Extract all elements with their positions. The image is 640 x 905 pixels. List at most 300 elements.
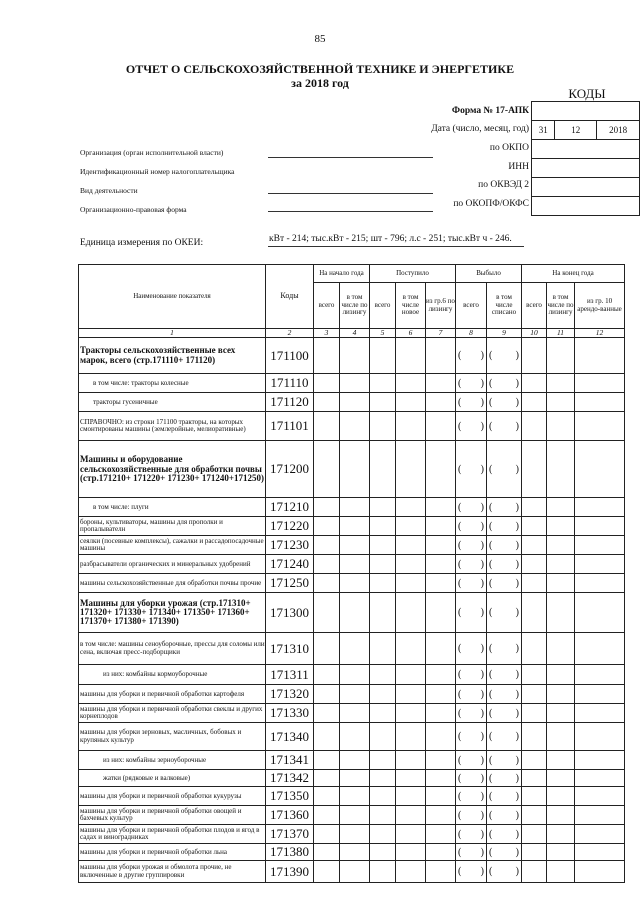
value-cell-col-12[interactable] xyxy=(575,861,625,883)
value-cell-col-12[interactable] xyxy=(575,806,625,825)
value-cell-col-5[interactable] xyxy=(370,806,396,825)
parenthesis-field: ( ) xyxy=(458,377,484,389)
value-cell-col-10[interactable] xyxy=(522,574,547,593)
value-cell-col-3[interactable] xyxy=(314,787,340,806)
value-cell-col-5[interactable] xyxy=(370,685,396,704)
value-cell-col-9[interactable] xyxy=(487,787,522,806)
value-cell-col-5[interactable] xyxy=(370,374,396,393)
parenthesis-field: ( ) xyxy=(489,643,520,655)
value-cell-col-4[interactable] xyxy=(340,723,370,751)
legal-form-label: Организационно-правовая форма xyxy=(80,205,187,214)
value-cell-col-11[interactable] xyxy=(547,536,575,555)
value-cell-col-7[interactable] xyxy=(426,374,456,393)
value-cell-col-10[interactable] xyxy=(522,633,547,665)
parenthesis-field: ( ) xyxy=(489,607,520,619)
value-cell-col-9[interactable] xyxy=(487,536,522,555)
row-name: разбрасыватели органических и минеральных удобрений xyxy=(79,555,266,574)
value-cell-col-11[interactable] xyxy=(547,498,575,517)
value-cell-col-11[interactable] xyxy=(547,338,575,374)
report-title: ОТЧЕТ О СЕЛЬСКОХОЗЯЙСТВЕННОЙ ТЕХНИКЕ И ЭНЕРГЕТИКЕ xyxy=(125,62,515,76)
parenthesis-field: ( ) xyxy=(458,754,484,766)
page-number: 85 xyxy=(314,33,326,45)
value-cell-col-12[interactable] xyxy=(575,704,625,723)
row-code: 171230 xyxy=(266,536,314,555)
parenthesis-field: ( ) xyxy=(458,501,484,513)
value-cell-col-10[interactable] xyxy=(522,844,547,861)
value-cell-col-7[interactable] xyxy=(426,770,456,787)
value-cell-col-7[interactable] xyxy=(426,441,456,498)
parenthesis-field: ( ) xyxy=(458,731,484,743)
value-cell-col-12[interactable] xyxy=(575,844,625,861)
value-cell-col-7[interactable] xyxy=(426,574,456,593)
okpo-field[interactable] xyxy=(532,140,640,159)
value-cell-col-8[interactable] xyxy=(456,844,487,861)
value-cell-col-5[interactable] xyxy=(370,441,396,498)
value-cell-col-6[interactable] xyxy=(396,593,426,633)
col-num: 11 xyxy=(547,329,575,338)
value-cell-col-7[interactable] xyxy=(426,787,456,806)
value-cell-col-12[interactable] xyxy=(575,751,625,770)
value-cell-col-6[interactable] xyxy=(396,374,426,393)
value-cell-col-6[interactable] xyxy=(396,441,426,498)
value-cell-col-6[interactable] xyxy=(396,393,426,412)
value-cell-col-9[interactable] xyxy=(487,412,522,441)
org-line[interactable] xyxy=(268,157,433,158)
value-cell-col-10[interactable] xyxy=(522,751,547,770)
table-row xyxy=(79,665,625,685)
value-cell-col-12[interactable] xyxy=(575,770,625,787)
value-cell-col-3[interactable] xyxy=(314,517,340,536)
value-cell-col-10[interactable] xyxy=(522,806,547,825)
value-cell-col-5[interactable] xyxy=(370,704,396,723)
value-cell-col-12[interactable] xyxy=(575,574,625,593)
value-cell-col-7[interactable] xyxy=(426,412,456,441)
value-cell-col-8[interactable] xyxy=(456,593,487,633)
value-cell-col-8[interactable] xyxy=(456,412,487,441)
value-cell-col-8[interactable] xyxy=(456,338,487,374)
value-cell-col-8[interactable] xyxy=(456,787,487,806)
value-cell-col-4[interactable] xyxy=(340,536,370,555)
value-cell-col-4[interactable] xyxy=(340,787,370,806)
value-cell-col-9[interactable] xyxy=(487,665,522,685)
value-cell-col-7[interactable] xyxy=(426,806,456,825)
value-cell-col-8[interactable] xyxy=(456,723,487,751)
row-code: 171240 xyxy=(266,555,314,574)
value-cell-col-3[interactable] xyxy=(314,665,340,685)
value-cell-col-6[interactable] xyxy=(396,665,426,685)
value-cell-col-10[interactable] xyxy=(522,441,547,498)
value-cell-col-5[interactable] xyxy=(370,593,396,633)
value-cell-col-9[interactable] xyxy=(487,844,522,861)
value-cell-col-11[interactable] xyxy=(547,806,575,825)
value-cell-col-10[interactable] xyxy=(522,723,547,751)
value-cell-col-8[interactable] xyxy=(456,555,487,574)
value-cell-col-7[interactable] xyxy=(426,593,456,633)
value-cell-col-9[interactable] xyxy=(487,517,522,536)
table-row xyxy=(79,806,625,825)
value-cell-col-10[interactable] xyxy=(522,555,547,574)
value-cell-col-6[interactable] xyxy=(396,338,426,374)
value-cell-col-8[interactable] xyxy=(456,574,487,593)
codes-table xyxy=(531,101,640,216)
value-cell-col-9[interactable] xyxy=(487,574,522,593)
value-cell-col-11[interactable] xyxy=(547,751,575,770)
parenthesis-field: ( ) xyxy=(458,520,484,532)
value-cell-col-7[interactable] xyxy=(426,665,456,685)
value-cell-col-5[interactable] xyxy=(370,338,396,374)
value-cell-col-9[interactable] xyxy=(487,441,522,498)
value-cell-col-4[interactable] xyxy=(340,770,370,787)
value-cell-col-10[interactable] xyxy=(522,374,547,393)
value-cell-col-3[interactable] xyxy=(314,861,340,883)
value-cell-col-9[interactable] xyxy=(487,770,522,787)
value-cell-col-5[interactable] xyxy=(370,787,396,806)
row-name: машины для уборки и первичной обработки льна xyxy=(79,844,266,861)
value-cell-col-3[interactable] xyxy=(314,338,340,374)
parenthesis-field: ( ) xyxy=(489,501,520,513)
form-code-cell[interactable] xyxy=(532,102,640,121)
value-cell-col-5[interactable] xyxy=(370,751,396,770)
value-cell-col-9[interactable] xyxy=(487,685,522,704)
value-cell-col-10[interactable] xyxy=(522,498,547,517)
inn-field[interactable] xyxy=(532,159,640,178)
row-code: 171341 xyxy=(266,751,314,770)
value-cell-col-10[interactable] xyxy=(522,825,547,844)
value-cell-col-9[interactable] xyxy=(487,393,522,412)
report-year: за 2018 год xyxy=(291,76,349,90)
value-cell-col-10[interactable] xyxy=(522,704,547,723)
value-cell-col-4[interactable] xyxy=(340,555,370,574)
activity-line[interactable] xyxy=(268,193,433,194)
value-cell-col-7[interactable] xyxy=(426,536,456,555)
value-cell-col-4[interactable] xyxy=(340,806,370,825)
value-cell-col-4[interactable] xyxy=(340,593,370,633)
value-cell-col-12[interactable] xyxy=(575,498,625,517)
value-cell-col-12[interactable] xyxy=(575,374,625,393)
value-cell-col-5[interactable] xyxy=(370,412,396,441)
value-cell-col-9[interactable] xyxy=(487,593,522,633)
value-cell-col-6[interactable] xyxy=(396,787,426,806)
value-cell-col-5[interactable] xyxy=(370,770,396,787)
value-cell-col-7[interactable] xyxy=(426,844,456,861)
value-cell-col-8[interactable] xyxy=(456,393,487,412)
table-row xyxy=(79,844,625,861)
okopf-field[interactable] xyxy=(532,197,640,216)
value-cell-col-11[interactable] xyxy=(547,517,575,536)
value-cell-col-7[interactable] xyxy=(426,751,456,770)
value-cell-col-4[interactable] xyxy=(340,844,370,861)
date-month[interactable]: 12 xyxy=(555,121,597,140)
value-cell-col-4[interactable] xyxy=(340,665,370,685)
value-cell-col-11[interactable] xyxy=(547,704,575,723)
value-cell-col-5[interactable] xyxy=(370,723,396,751)
value-cell-col-3[interactable] xyxy=(314,498,340,517)
row-name: Машины для уборки урожая (стр.171310+ 171320+ 171330+ 171340+ 171350+ 171360+ 171370+ 171380+ 171390) xyxy=(79,593,266,633)
value-cell-col-9[interactable] xyxy=(487,374,522,393)
value-cell-col-9[interactable] xyxy=(487,633,522,665)
value-cell-col-7[interactable] xyxy=(426,338,456,374)
value-cell-col-9[interactable] xyxy=(487,751,522,770)
value-cell-col-5[interactable] xyxy=(370,393,396,412)
parenthesis-field: ( ) xyxy=(489,558,520,570)
value-cell-col-12[interactable] xyxy=(575,536,625,555)
value-cell-col-12[interactable] xyxy=(575,723,625,751)
value-cell-col-12[interactable] xyxy=(575,338,625,374)
value-cell-col-6[interactable] xyxy=(396,498,426,517)
value-cell-col-12[interactable] xyxy=(575,593,625,633)
value-cell-col-12[interactable] xyxy=(575,555,625,574)
value-cell-col-9[interactable] xyxy=(487,806,522,825)
value-cell-col-7[interactable] xyxy=(426,517,456,536)
value-cell-col-10[interactable] xyxy=(522,770,547,787)
value-cell-col-11[interactable] xyxy=(547,633,575,665)
value-cell-col-11[interactable] xyxy=(547,393,575,412)
value-cell-col-12[interactable] xyxy=(575,517,625,536)
value-cell-col-5[interactable] xyxy=(370,633,396,665)
value-cell-col-10[interactable] xyxy=(522,393,547,412)
value-cell-col-8[interactable] xyxy=(456,517,487,536)
value-cell-col-3[interactable] xyxy=(314,441,340,498)
value-cell-col-10[interactable] xyxy=(522,338,547,374)
value-cell-col-11[interactable] xyxy=(547,412,575,441)
okved-field[interactable] xyxy=(532,178,640,197)
parenthesis-field: ( ) xyxy=(458,420,484,432)
value-cell-col-3[interactable] xyxy=(314,555,340,574)
row-name: из них: комбайны зерноуборочные xyxy=(79,751,266,770)
table-row xyxy=(79,825,625,844)
value-cell-col-10[interactable] xyxy=(522,412,547,441)
value-cell-col-8[interactable] xyxy=(456,806,487,825)
row-name: тракторы гусеничные xyxy=(79,393,266,412)
value-cell-col-6[interactable] xyxy=(396,806,426,825)
row-code: 171300 xyxy=(266,593,314,633)
value-cell-col-9[interactable] xyxy=(487,555,522,574)
value-cell-col-8[interactable] xyxy=(456,825,487,844)
row-name: из них: комбайны кормоуборочные xyxy=(79,665,266,685)
row-code: 171340 xyxy=(266,723,314,751)
value-cell-col-3[interactable] xyxy=(314,374,340,393)
value-cell-col-11[interactable] xyxy=(547,825,575,844)
value-cell-col-4[interactable] xyxy=(340,861,370,883)
value-cell-col-12[interactable] xyxy=(575,393,625,412)
row-name: машины для уборки и первичной обработки плодов и ягод в садах и виноградниках xyxy=(79,825,266,844)
value-cell-col-5[interactable] xyxy=(370,665,396,685)
value-cell-col-8[interactable] xyxy=(456,770,487,787)
value-cell-col-3[interactable] xyxy=(314,633,340,665)
value-cell-col-8[interactable] xyxy=(456,751,487,770)
table-row xyxy=(79,770,625,787)
date-year[interactable]: 2018 xyxy=(597,121,640,140)
legal-form-line[interactable] xyxy=(268,211,433,212)
value-cell-col-3[interactable] xyxy=(314,844,340,861)
value-cell-col-5[interactable] xyxy=(370,517,396,536)
value-cell-col-11[interactable] xyxy=(547,844,575,861)
row-name: машины сельскохозяйственные для обработки почвы прочие xyxy=(79,574,266,593)
value-cell-col-6[interactable] xyxy=(396,633,426,665)
value-cell-col-7[interactable] xyxy=(426,861,456,883)
value-cell-col-8[interactable] xyxy=(456,704,487,723)
value-cell-col-10[interactable] xyxy=(522,593,547,633)
value-cell-col-7[interactable] xyxy=(426,393,456,412)
value-cell-col-8[interactable] xyxy=(456,498,487,517)
row-code: 171210 xyxy=(266,498,314,517)
value-cell-col-6[interactable] xyxy=(396,412,426,441)
value-cell-col-11[interactable] xyxy=(547,555,575,574)
value-cell-col-4[interactable] xyxy=(340,517,370,536)
value-cell-col-9[interactable] xyxy=(487,723,522,751)
value-cell-col-3[interactable] xyxy=(314,704,340,723)
table-row xyxy=(79,574,625,593)
value-cell-col-5[interactable] xyxy=(370,825,396,844)
value-cell-col-8[interactable] xyxy=(456,374,487,393)
value-cell-col-11[interactable] xyxy=(547,723,575,751)
value-cell-col-5[interactable] xyxy=(370,536,396,555)
value-cell-col-6[interactable] xyxy=(396,723,426,751)
table-row xyxy=(79,685,625,704)
value-cell-col-10[interactable] xyxy=(522,685,547,704)
value-cell-col-3[interactable] xyxy=(314,770,340,787)
value-cell-col-12[interactable] xyxy=(575,685,625,704)
value-cell-col-8[interactable] xyxy=(456,441,487,498)
value-cell-col-4[interactable] xyxy=(340,374,370,393)
value-cell-col-12[interactable] xyxy=(575,412,625,441)
value-cell-col-11[interactable] xyxy=(547,441,575,498)
value-cell-col-8[interactable] xyxy=(456,665,487,685)
value-cell-col-7[interactable] xyxy=(426,498,456,517)
value-cell-col-6[interactable] xyxy=(396,844,426,861)
value-cell-col-6[interactable] xyxy=(396,555,426,574)
value-cell-col-12[interactable] xyxy=(575,665,625,685)
value-cell-col-11[interactable] xyxy=(547,374,575,393)
value-cell-col-3[interactable] xyxy=(314,393,340,412)
parenthesis-field: ( ) xyxy=(458,688,484,700)
value-cell-col-10[interactable] xyxy=(522,517,547,536)
value-cell-col-11[interactable] xyxy=(547,574,575,593)
value-cell-col-6[interactable] xyxy=(396,751,426,770)
value-cell-col-6[interactable] xyxy=(396,536,426,555)
value-cell-col-7[interactable] xyxy=(426,633,456,665)
parenthesis-field: ( ) xyxy=(458,643,484,655)
value-cell-col-6[interactable] xyxy=(396,825,426,844)
value-cell-col-7[interactable] xyxy=(426,555,456,574)
value-cell-col-7[interactable] xyxy=(426,704,456,723)
value-cell-col-11[interactable] xyxy=(547,665,575,685)
value-cell-col-3[interactable] xyxy=(314,751,340,770)
value-cell-col-6[interactable] xyxy=(396,861,426,883)
value-cell-col-6[interactable] xyxy=(396,574,426,593)
table-body xyxy=(79,338,625,883)
value-cell-col-4[interactable] xyxy=(340,685,370,704)
value-cell-col-10[interactable] xyxy=(522,861,547,883)
value-cell-col-8[interactable] xyxy=(456,536,487,555)
row-name: машины для уборки и первичной обработки картофеля xyxy=(79,685,266,704)
value-cell-col-6[interactable] xyxy=(396,685,426,704)
value-cell-col-4[interactable] xyxy=(340,338,370,374)
value-cell-col-4[interactable] xyxy=(340,412,370,441)
parenthesis-field: ( ) xyxy=(458,607,484,619)
value-cell-col-11[interactable] xyxy=(547,685,575,704)
value-cell-col-11[interactable] xyxy=(547,770,575,787)
header-retired: Выбыло xyxy=(456,265,522,283)
value-cell-col-3[interactable] xyxy=(314,723,340,751)
org-label: Организация (орган исполнительной власти) xyxy=(80,148,224,157)
value-cell-col-12[interactable] xyxy=(575,787,625,806)
value-cell-col-4[interactable] xyxy=(340,633,370,665)
value-cell-col-12[interactable] xyxy=(575,633,625,665)
value-cell-col-5[interactable] xyxy=(370,498,396,517)
value-cell-col-4[interactable] xyxy=(340,393,370,412)
value-cell-col-8[interactable] xyxy=(456,685,487,704)
value-cell-col-12[interactable] xyxy=(575,825,625,844)
value-cell-col-3[interactable] xyxy=(314,574,340,593)
value-cell-col-4[interactable] xyxy=(340,751,370,770)
value-cell-col-4[interactable] xyxy=(340,574,370,593)
value-cell-col-8[interactable] xyxy=(456,633,487,665)
col-num: 1 xyxy=(79,329,266,338)
value-cell-col-11[interactable] xyxy=(547,593,575,633)
table-row xyxy=(79,723,625,751)
value-cell-col-3[interactable] xyxy=(314,593,340,633)
value-cell-col-9[interactable] xyxy=(487,498,522,517)
value-cell-col-5[interactable] xyxy=(370,844,396,861)
value-cell-col-3[interactable] xyxy=(314,825,340,844)
value-cell-col-4[interactable] xyxy=(340,441,370,498)
value-cell-col-12[interactable] xyxy=(575,441,625,498)
value-cell-col-7[interactable] xyxy=(426,685,456,704)
value-cell-col-11[interactable] xyxy=(547,787,575,806)
value-cell-col-3[interactable] xyxy=(314,685,340,704)
value-cell-col-5[interactable] xyxy=(370,861,396,883)
value-cell-col-3[interactable] xyxy=(314,536,340,555)
parenthesis-field: ( ) xyxy=(489,396,520,408)
value-cell-col-7[interactable] xyxy=(426,825,456,844)
value-cell-col-5[interactable] xyxy=(370,574,396,593)
parenthesis-field: ( ) xyxy=(489,350,520,362)
value-cell-col-4[interactable] xyxy=(340,704,370,723)
date-day[interactable]: 31 xyxy=(532,121,555,140)
value-cell-col-5[interactable] xyxy=(370,555,396,574)
value-cell-col-9[interactable] xyxy=(487,861,522,883)
parenthesis-field: ( ) xyxy=(489,707,520,719)
value-cell-col-9[interactable] xyxy=(487,338,522,374)
col-num: 4 xyxy=(340,329,370,338)
value-cell-col-4[interactable] xyxy=(340,825,370,844)
value-cell-col-10[interactable] xyxy=(522,665,547,685)
parenthesis-field: ( ) xyxy=(458,669,484,681)
row-name: машины для уборки и первичной обработки кукурузы xyxy=(79,787,266,806)
value-cell-col-6[interactable] xyxy=(396,704,426,723)
value-cell-col-10[interactable] xyxy=(522,787,547,806)
value-cell-col-6[interactable] xyxy=(396,517,426,536)
date-label: Дата (число, месяц, год) xyxy=(431,124,529,134)
table-row xyxy=(79,555,625,574)
table-row xyxy=(79,593,625,633)
value-cell-col-11[interactable] xyxy=(547,861,575,883)
value-cell-col-7[interactable] xyxy=(426,723,456,751)
value-cell-col-3[interactable] xyxy=(314,806,340,825)
value-cell-col-9[interactable] xyxy=(487,704,522,723)
value-cell-col-9[interactable] xyxy=(487,825,522,844)
activity-label: Вид деятельности xyxy=(80,186,138,195)
parenthesis-field: ( ) xyxy=(458,707,484,719)
row-name: в том числе: тракторы колесные xyxy=(79,374,266,393)
value-cell-col-8[interactable] xyxy=(456,861,487,883)
value-cell-col-4[interactable] xyxy=(340,498,370,517)
value-cell-col-3[interactable] xyxy=(314,412,340,441)
value-cell-col-10[interactable] xyxy=(522,536,547,555)
row-code: 171250 xyxy=(266,574,314,593)
value-cell-col-6[interactable] xyxy=(396,770,426,787)
